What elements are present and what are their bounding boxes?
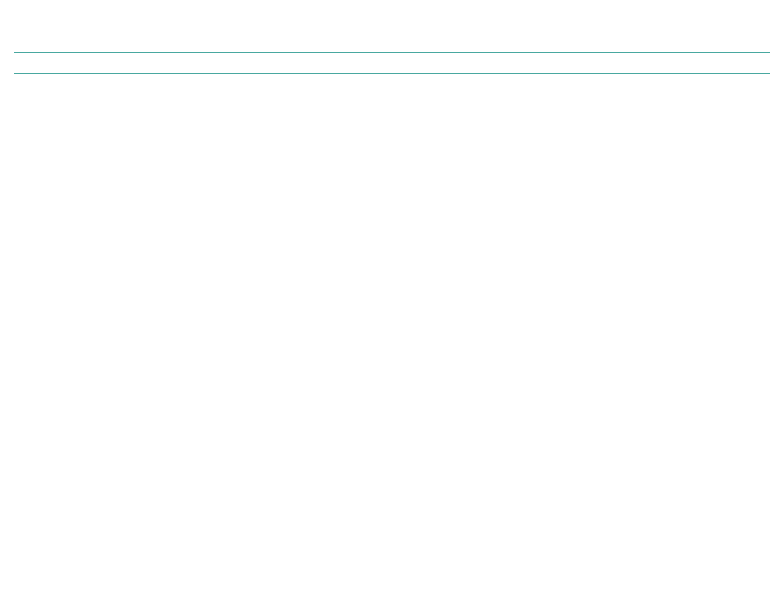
section-header bbox=[14, 52, 770, 74]
table-header bbox=[0, 0, 770, 52]
